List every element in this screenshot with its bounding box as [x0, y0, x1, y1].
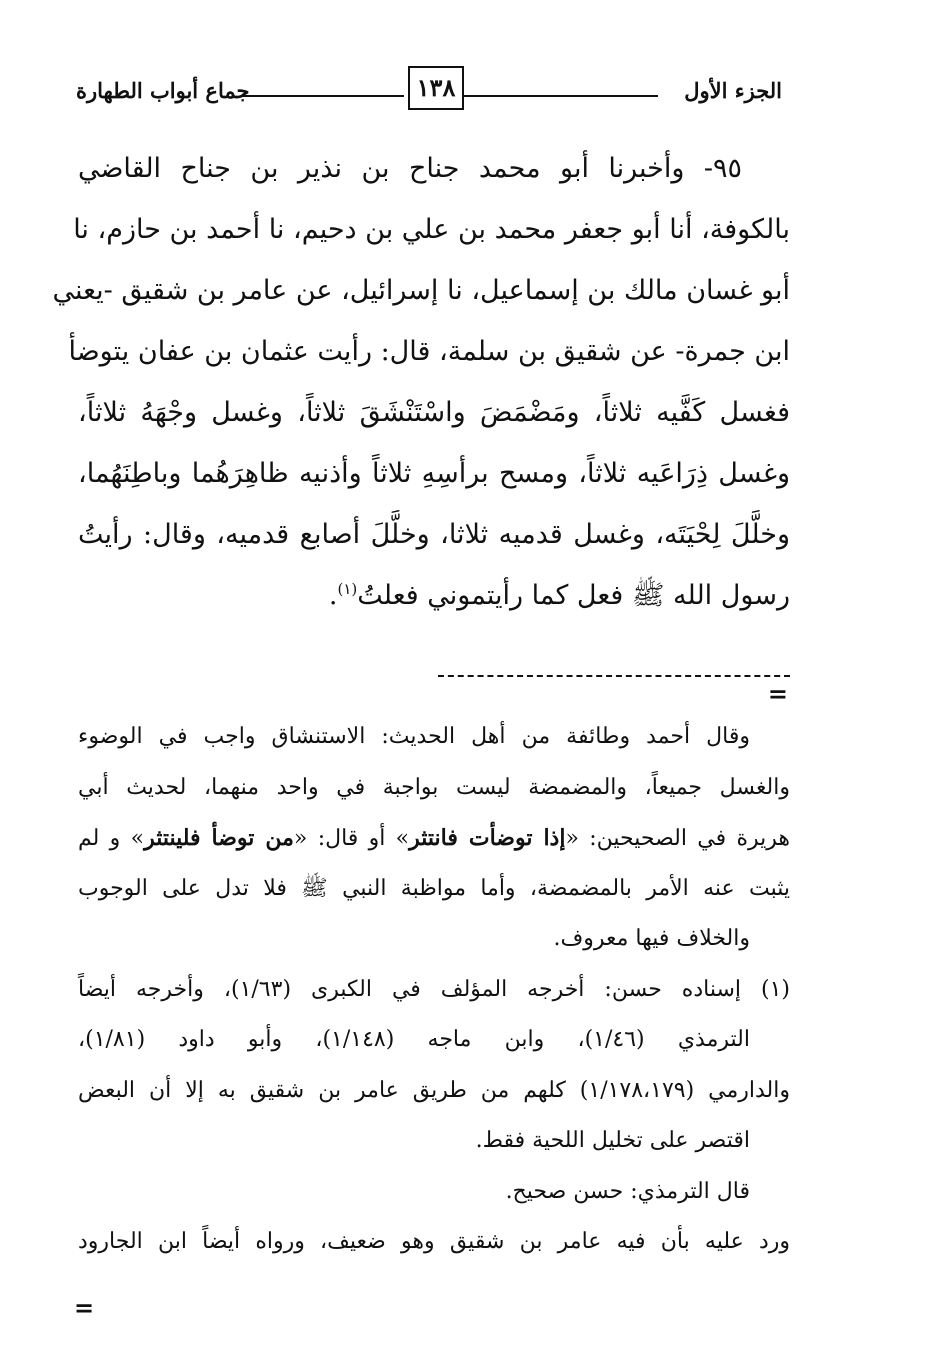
footnotes	[78, 712, 790, 1268]
hadith-quote: إذا توضأت فانتثر	[409, 825, 566, 851]
continuation-mark: =	[767, 679, 788, 708]
header-rule-left	[242, 95, 404, 97]
footnote-1-line: الترمذي (١/٤٦)، وابن ماجه (١/١٤٨)، وأبو داود (١/٨١)،	[78, 1027, 750, 1052]
note-line: والخلاف فيها معروف.	[553, 926, 750, 951]
footnote-1-line: اقتصر على تخليل اللحية فقط.	[475, 1128, 750, 1153]
footnote-divider	[438, 675, 790, 677]
page-number: ١٣٨	[408, 66, 464, 110]
chapter-title: جماع أبواب الطهارة	[76, 78, 250, 103]
text-line: وخلَّلَ لِحْيَتَه، وغسل قدميه ثلاثا، وخلَّلَ أصابع قدميه، وقال: رأيتُ	[78, 519, 790, 550]
note-line: وقال أحمد وطائفة من أهل الحديث: الاستنشاق واجب في الوضوء	[78, 724, 750, 749]
text-end: .	[328, 580, 338, 611]
text-line: أبو غسان مالك بن إسماعيل، نا إسرائيل، عن عامر بن شقيق -يعني	[52, 275, 790, 306]
hadith-text	[52, 138, 790, 626]
footnote-1-line: ورد عليه بأن فيه عامر بن شقيق وهو ضعيف، ورواه أيضاً ابن الجارود	[78, 1229, 790, 1254]
text-line-last	[78, 565, 790, 626]
header-rule-right	[462, 95, 658, 97]
text-line: فغسل كَفَّيه ثلاثاً، ومَضْمَضَ واسْتَنْشَقَ ثلاثاً، وغسل وجْهَهُ ثلاثاً،	[78, 397, 790, 428]
note-text: هريرة في الصحيحين: «	[565, 826, 790, 851]
footnote-1-line: والدارمي (١/١٧٨،١٧٩) كلهم من طريق عامر بن شقيق به إلا أن البعض	[78, 1077, 790, 1103]
text-line: رسول الله ﷺ فعل كما رأيتموني فعلتُ	[357, 580, 790, 611]
text-line: بالكوفة، أنا أبو جعفر محمد بن علي بن دحيم، نا أحمد بن حازم، نا	[73, 214, 790, 245]
footnote-ref[interactable]: (١)	[337, 580, 358, 598]
volume-label: الجزء الأول	[684, 78, 782, 103]
continuation-mark-end: =	[74, 1293, 95, 1322]
footnote-1-line: (١) إسناده حسن: أخرجه المؤلف في الكبرى (١/٦٣)، وأخرجه أيضاً	[78, 976, 790, 1002]
note-line-hadith-quotes	[78, 813, 790, 864]
text-line: وغسل ذِرَاعَيه ثلاثاً، ومسح برأسِهِ ثلاثاً وأذنيه ظاهِرَهُما وباطِنَهُما،	[78, 458, 790, 489]
note-text: » أو قال: «	[293, 826, 410, 851]
text-line: ابن جمرة- عن شقيق بن سلمة، قال: رأيت عثمان بن عفان يتوضأ	[68, 336, 790, 367]
page-header	[70, 62, 790, 122]
footnote-1-line: قال الترمذي: حسن صحيح.	[505, 1178, 750, 1204]
note-line: يثبت عنه الأمر بالمضمضة، وأما مواظبة النبي ﷺ فلا تدل على الوجوب	[78, 875, 790, 901]
text-line: ٩٥- وأخبرنا أبو محمد جناح بن نذير بن جناح القاضي	[78, 153, 742, 184]
note-text: » و لم	[78, 826, 145, 851]
hadith-quote: من توضأ فلينتثر	[144, 825, 294, 851]
note-line: والغسل جميعاً، والمضمضة ليست بواجبة في واحد منهما، لحديث أبي	[78, 774, 790, 800]
